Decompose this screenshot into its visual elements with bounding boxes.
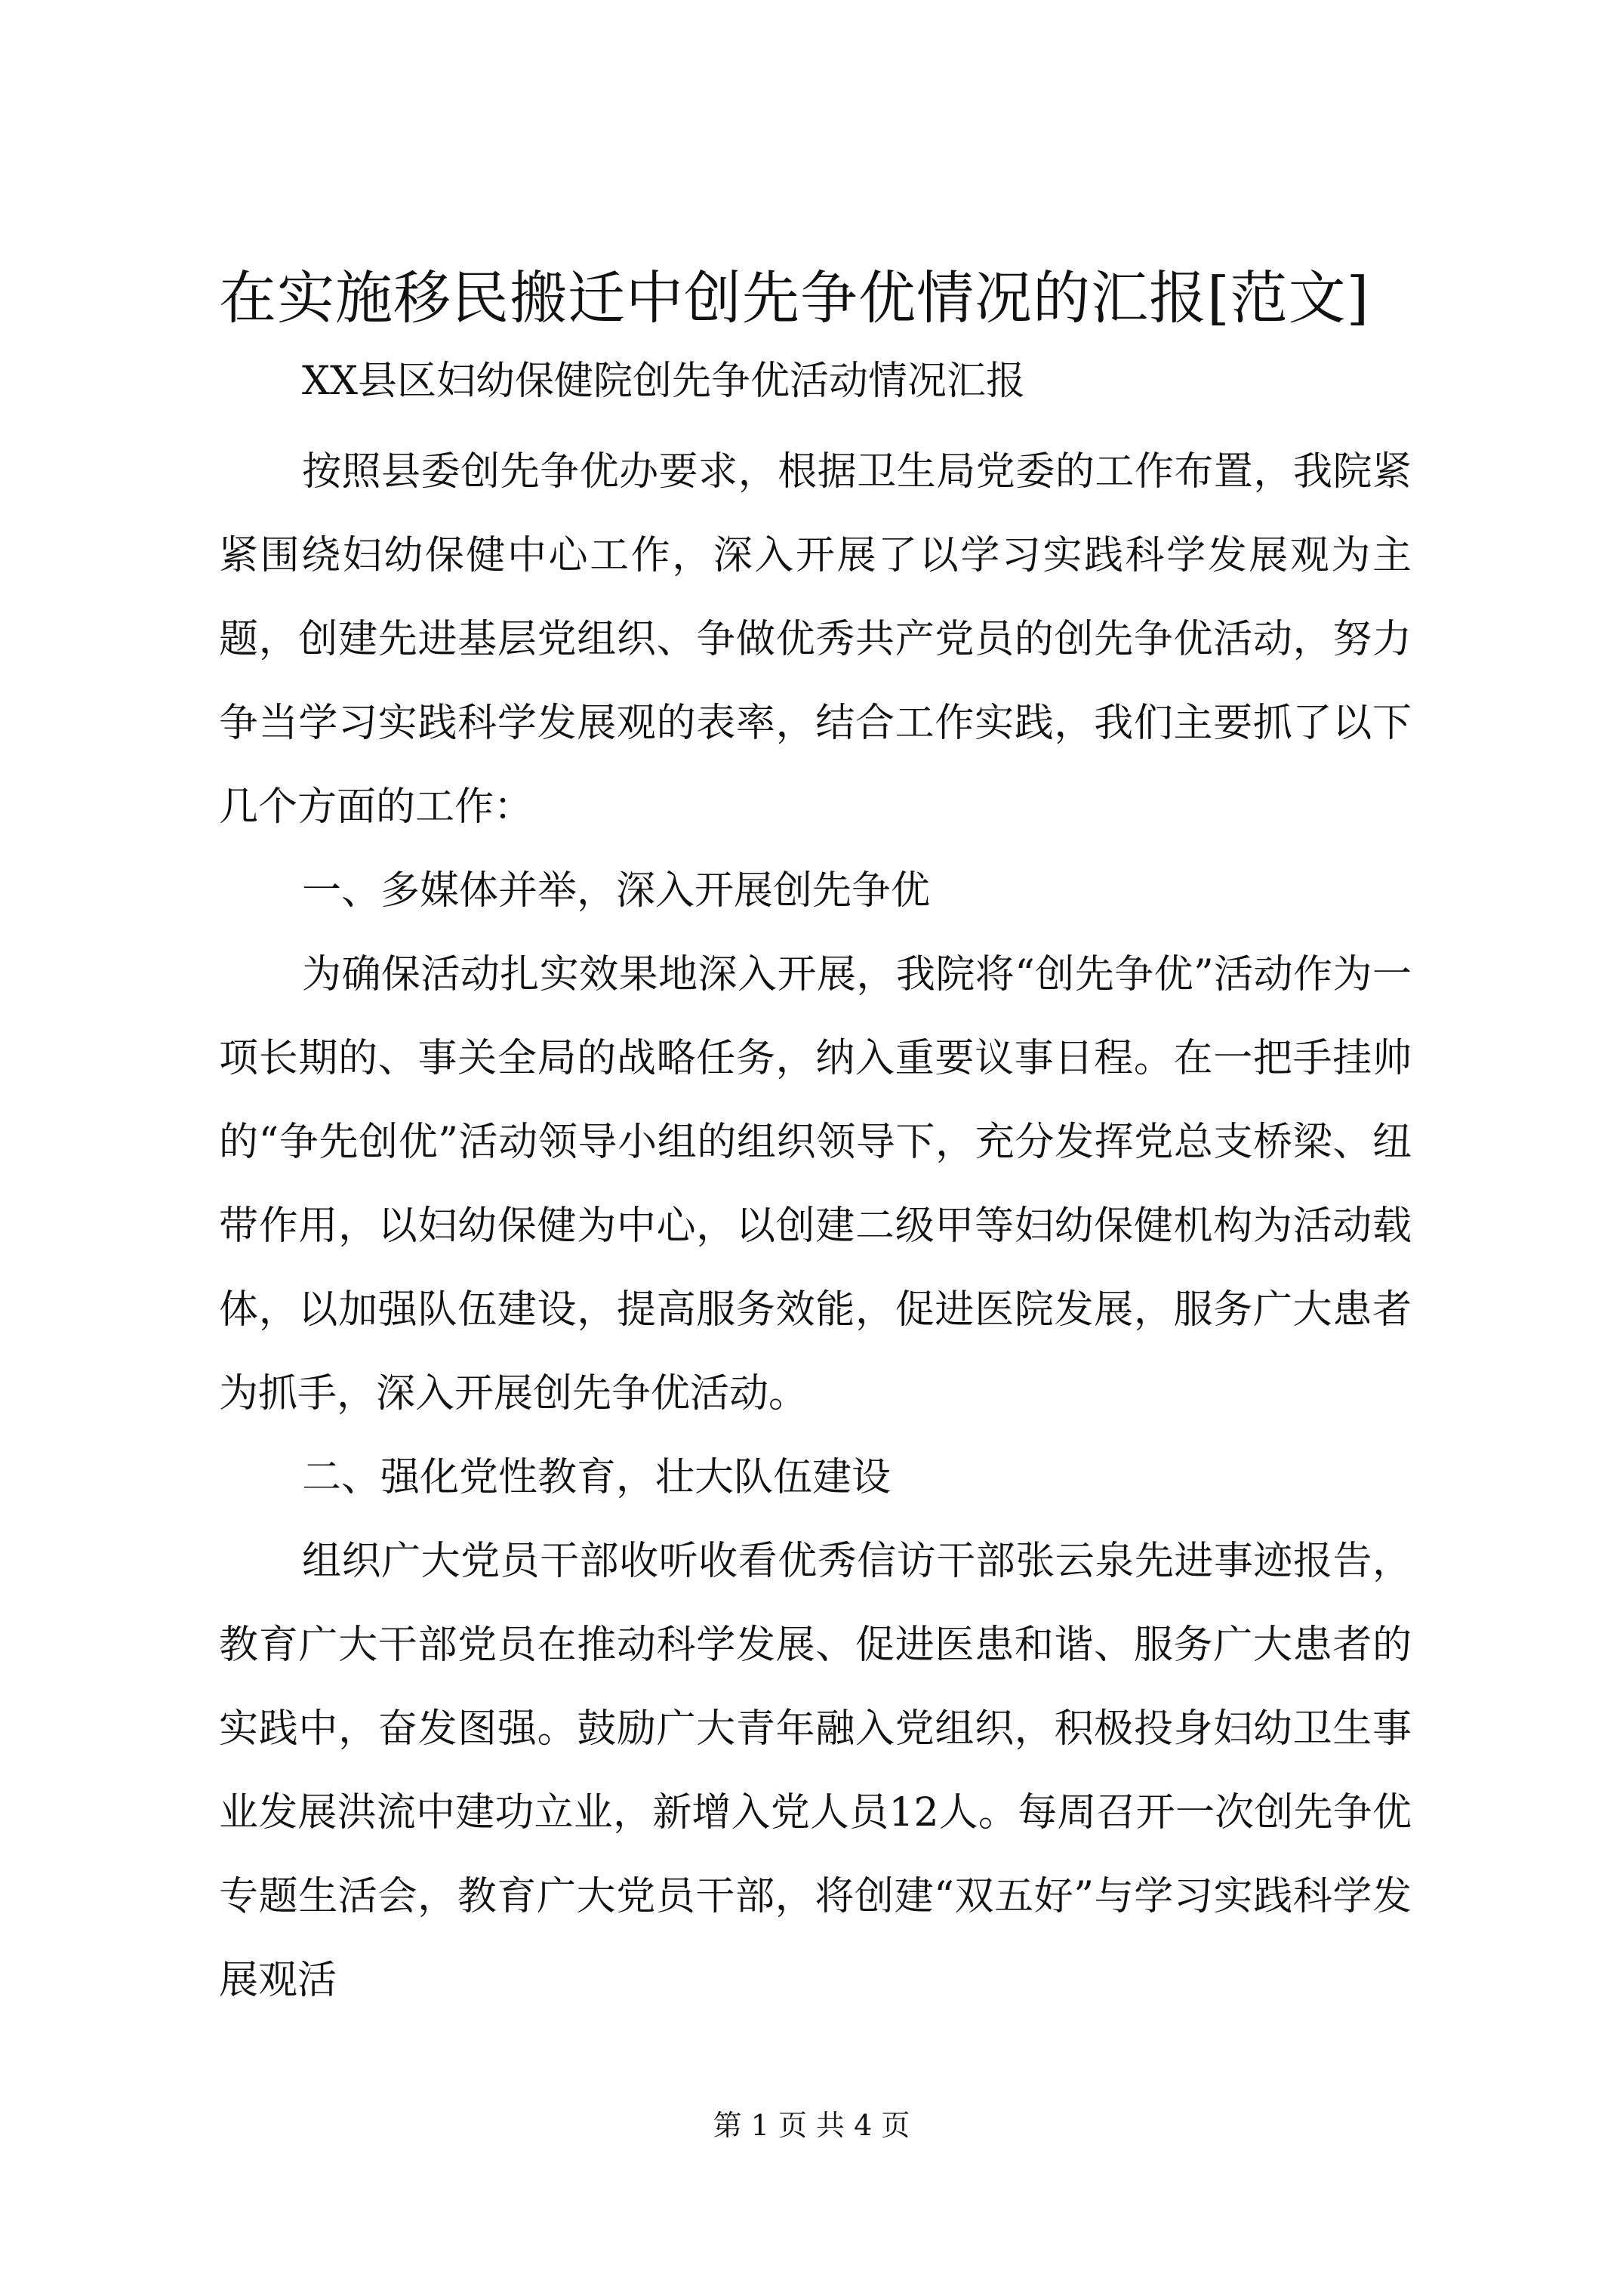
document-body [219, 430, 1412, 2023]
document-subtitle: XX县区妇幼保健院创先争优活动情况汇报 [302, 359, 1026, 404]
document-title: 在实施移民搬迁中创先争优情况的汇报[范文] [219, 264, 1370, 331]
section-heading-1: 一、多媒体并举，深入开展创先争优 [302, 868, 931, 914]
paragraph-section-2: 组织广大党员干部收听收看优秀信访干部张云泉先进事迹报告，教育广大干部党员在推动科学发展、促进医患和谐、服务广大患者的实践中，奋发图强。鼓励广大青年融入党组织，积极投身妇幼卫生事业发展洪流中建功立业，新增入党人员12人。每周召开一次创先争优专题生活会，教育广大党员干部，将创建“双五好”与学习实践科学发展观活 [219, 1539, 1412, 2003]
page-number-footer: 第 1 页 共 4 页 [713, 2109, 910, 2142]
section-heading-2: 二、强化党性教育，壮大队伍建设 [302, 1455, 892, 1500]
paragraph-intro: 按照县委创先争优办要求，根据卫生局党委的工作布置，我院紧紧围绕妇幼保健中心工作，深入开展了以学习实践科学发展观为主题，创建先进基层党组织、争做优秀共产党员的创先争优活动，努力争当学习实践科学发展观的表率，结合工作实践，我们主要抓了以下几个方面的工作： [219, 449, 1412, 830]
paragraph-section-1: 为确保活动扎实效果地深入开展，我院将“创先争优”活动作为一项长期的、事关全局的战略任务，纳入重要议事日程。在一把手挂帅的“争先创优”活动领导小组的组织领导下，充分发挥党总支桥梁、纽带作用，以妇幼保健为中心，以创建二级甲等妇幼保健机构为活动载体，以加强队伍建设，提高服务效能，促进医院发展，服务广大患者为抓手，深入开展创先争优活动。 [219, 952, 1412, 1416]
